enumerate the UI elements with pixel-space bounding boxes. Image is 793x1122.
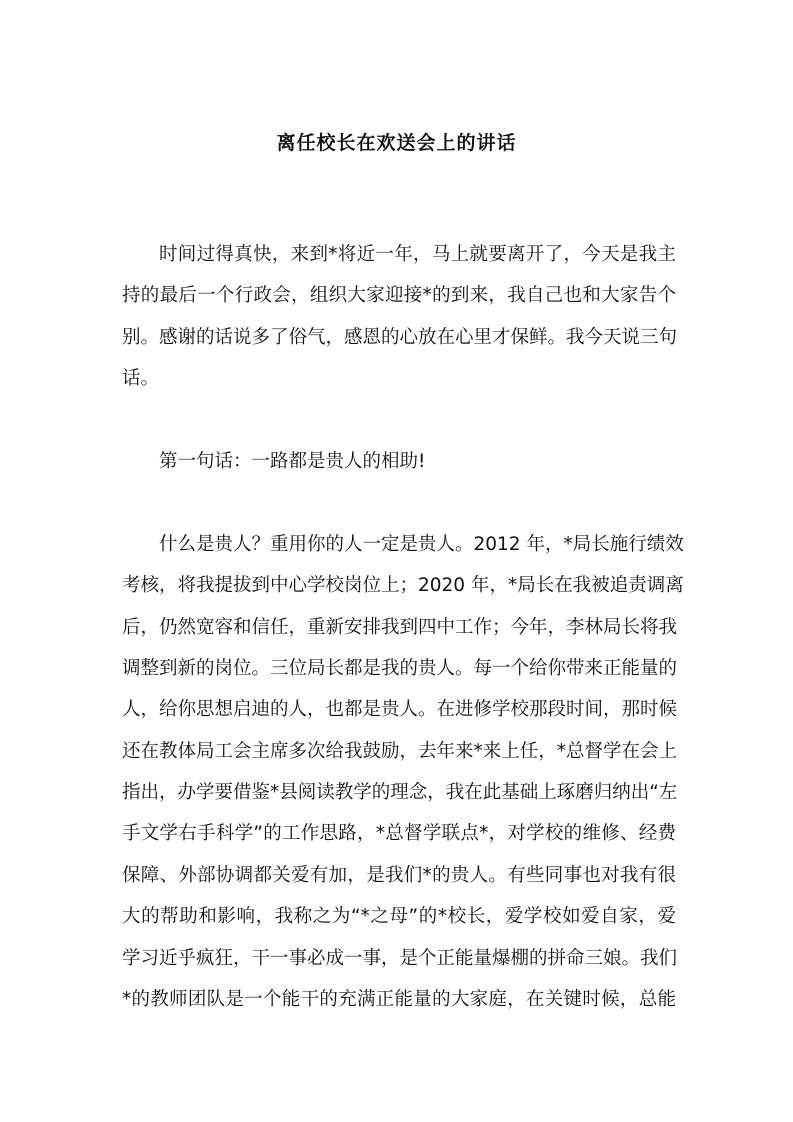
text-line: 大的帮助和影响，我称之为“*之母”的*校长，爱学校如爱自家，爱 — [122, 906, 676, 928]
text-line: 时间过得真快，来到*将近一年，马上就要离开了，今天是我主 — [159, 244, 676, 265]
text-line: 调整到新的岗位。三位局长都是我的贵人。每一个给你带来正能量的 — [122, 657, 678, 679]
document-body — [122, 234, 684, 1020]
text-line: *的教师团队是一个能干的充满正能量的大家庭，在关键时候，总能 — [122, 989, 676, 1011]
text-line: 什么是贵人？重用你的人一定是贵人。2012 年，*局长施行绩效 — [159, 533, 684, 555]
text-line: 手文学右手科学”的工作思路，*总督学联点*，对学校的维修、经费 — [122, 823, 676, 845]
text-line: 持的最后一个行政会，组织大家迎接*的到来，我自己也和大家告个 — [122, 285, 676, 307]
document-title: 离任校长在欢送会上的讲话 — [276, 132, 517, 154]
text-line: 还在教体局工会主席多次给我鼓励，去年来*来上任，*总督学在会上 — [122, 740, 678, 762]
text-line: 指出，办学要借鉴*县阅读教学的理念，我在此基础上琢磨归纳出“左 — [122, 782, 678, 804]
text-line: 话。 — [122, 368, 160, 390]
text-line: 人，给你思想启迪的人，也都是贵人。在进修学校那段时间，那时候 — [122, 699, 678, 721]
paragraph-benefactors — [122, 524, 684, 1021]
text-line: 学习近乎疯狂，干一事必成一事，是个正能量爆棚的拼命三娘。我们 — [122, 947, 678, 969]
section-heading: 第一句话：一路都是贵人的相助! — [159, 450, 426, 472]
text-line: 后，仍然宽容和信任，重新安排我到四中工作；今年，李林局长将我 — [122, 616, 678, 638]
paragraph-heading-first — [122, 441, 676, 482]
paragraph-intro — [122, 234, 676, 400]
text-line: 别。感谢的话说多了俗气，感恩的心放在心里才保鲜。我今天说三句 — [122, 326, 678, 348]
text-line: 考核，将我提拔到中心学校岗位上；2020 年，*局长在我被追责调离 — [122, 575, 684, 597]
text-line: 保障、外部协调都关爱有加，是我们*的贵人。有些同事也对我有很 — [122, 864, 676, 886]
